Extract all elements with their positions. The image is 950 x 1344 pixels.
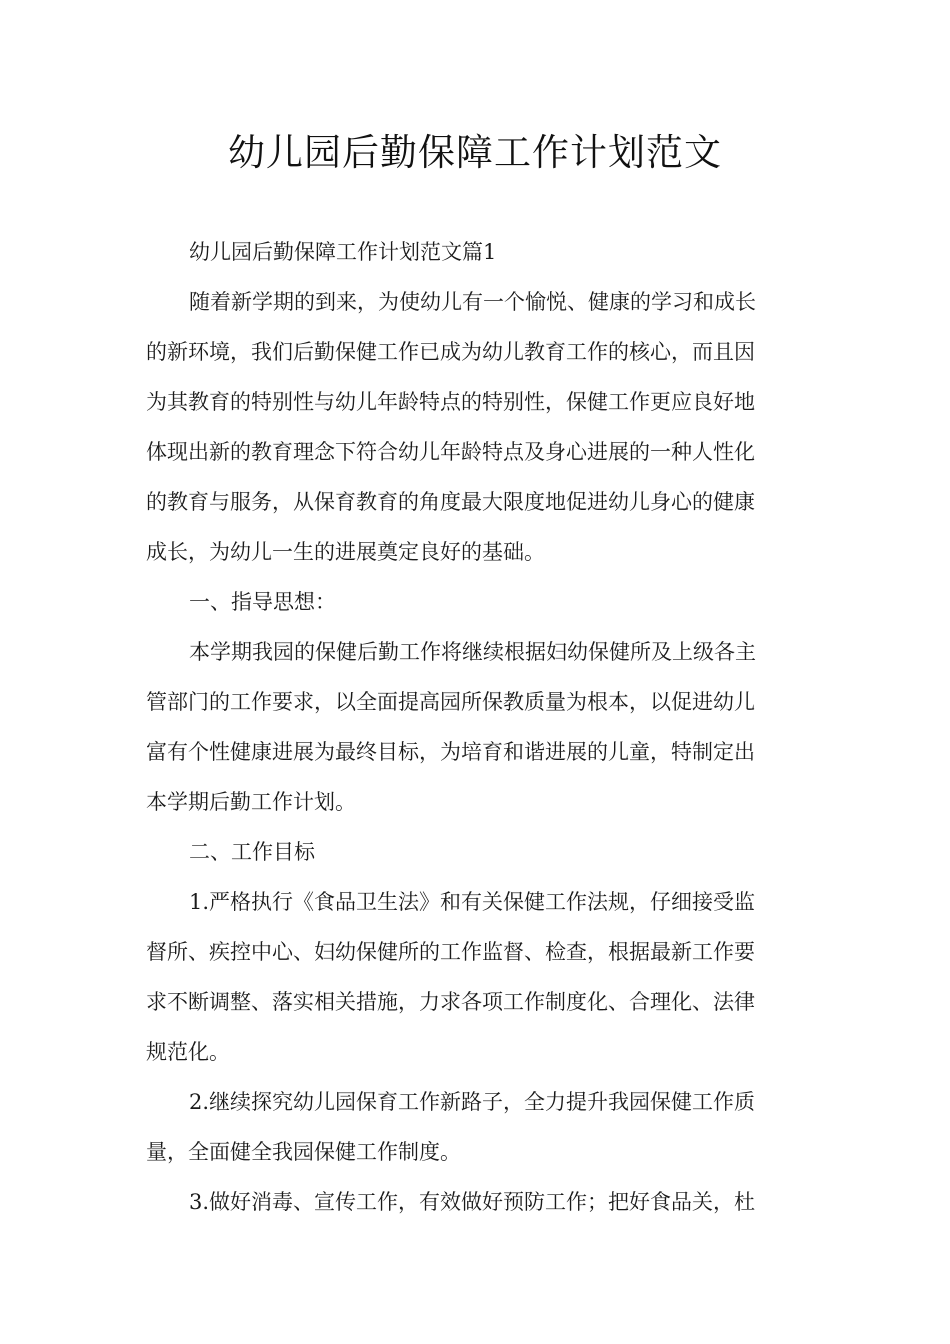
body-line: 本学期后勤工作计划。: [146, 790, 356, 814]
body-line: 量，全面健全我园保健工作制度。: [146, 1140, 461, 1164]
body-line: 督所、疾控中心、妇幼保健所的工作监督、检查，根据最新工作要: [146, 940, 755, 964]
body-line: 求不断调整、落实相关措施，力求各项工作制度化、合理化、法律: [146, 990, 755, 1014]
body-line: 随着新学期的到来，为使幼儿有一个愉悦、健康的学习和成长: [189, 290, 756, 314]
body-line: 本学期我园的保健后勤工作将继续根据妇幼保健所及上级各主: [189, 640, 756, 664]
body-line: 的新环境，我们后勤保健工作已成为幼儿教育工作的核心，而且因: [146, 340, 755, 364]
body-line: 一、指导思想：: [189, 590, 336, 614]
document-body: [146, 227, 806, 1227]
body-line: 规范化。: [146, 1040, 230, 1064]
body-line: 1.严格执行《食品卫生法》和有关保健工作法规，仔细接受监: [189, 890, 756, 914]
body-line: 富有个性健康进展为最终目标，为培育和谐进展的儿童，特制定出: [146, 740, 755, 764]
body-line: 2.继续探究幼儿园保育工作新路子，全力提升我园保健工作质: [189, 1090, 756, 1114]
body-line: 幼儿园后勤保障工作计划范文篇1: [189, 240, 497, 264]
body-line: 二、工作目标: [189, 840, 315, 864]
body-line: 成长，为幼儿一生的进展奠定良好的基础。: [146, 540, 545, 564]
body-line: 管部门的工作要求，以全面提高园所保教质量为根本，以促进幼儿: [146, 690, 755, 714]
body-line: 为其教育的特别性与幼儿年龄特点的特别性，保健工作更应良好地: [146, 390, 755, 414]
body-line: 的教育与服务，从保育教育的角度最大限度地促进幼儿身心的健康: [146, 490, 755, 514]
body-line: 体现出新的教育理念下符合幼儿年龄特点及身心进展的一种人性化: [146, 440, 755, 464]
document-title: 幼儿园后勤保障工作计划范文: [228, 131, 722, 174]
body-line: 3.做好消毒、宣传工作，有效做好预防工作；把好食品关，杜: [189, 1190, 756, 1214]
